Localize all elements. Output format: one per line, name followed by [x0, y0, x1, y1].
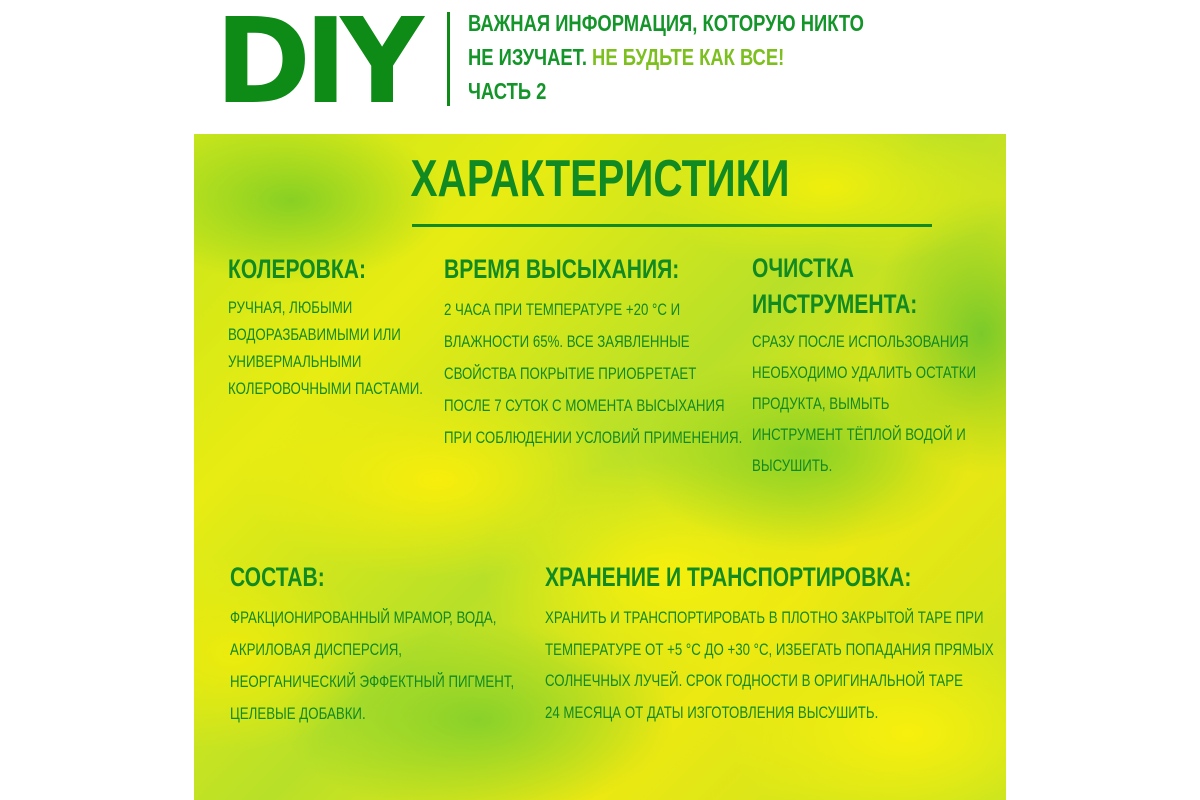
tool-cleaning-heading: ОЧИСТКА [752, 253, 854, 283]
composition-line: АКРИЛОВАЯ ДИСПЕРСИЯ, [230, 640, 403, 659]
tinting-line: ВОДОРАЗБАВИМЫМИ ИЛИ [228, 325, 401, 344]
composition-line: НЕОРГАНИЧЕСКИЙ ЭФФЕКТНЫЙ ПИГМЕНТ, [230, 672, 515, 691]
tinting-line: УНИВЕРМАЛЬНЫМИ [228, 352, 362, 371]
tool-cleaning-line: НЕОБХОДИМО УДАЛИТЬ ОСТАТКИ [752, 363, 977, 382]
tagline-line-2 [468, 40, 900, 74]
tinting-line: РУЧНАЯ, ЛЮБЫМИ [228, 298, 353, 317]
composition-heading: СОСТАВ: [230, 562, 325, 592]
header-tagline [468, 6, 1008, 108]
tagline-line-2-part-1: НЕ ИЗУЧАЕТ. [468, 44, 587, 70]
header-divider [447, 12, 450, 106]
storage-line: ХРАНИТЬ И ТРАНСПОРТИРОВАТЬ В ПЛОТНО ЗАКРЫТОЙ ТАРЕ ПРИ [545, 608, 984, 627]
composition-line: ФРАКЦИОНИРОВАННЫЙ МРАМОР, ВОДА, [230, 608, 497, 627]
drying-time-line: ПРИ СОБЛЮДЕНИИ УСЛОВИЙ ПРИМЕНЕНИЯ. [444, 428, 743, 447]
tagline-part-number: ЧАСТЬ 2 [468, 78, 547, 104]
tool-cleaning-line: ВЫСУШИТЬ. [752, 456, 833, 475]
composition-section [230, 558, 594, 730]
tool-cleaning-line: ИНСТРУМЕНТ ТЁПЛОЙ ВОДОЙ И [752, 425, 966, 444]
storage-heading: ХРАНЕНИЕ И ТРАНСПОРТИРОВКА: [545, 562, 912, 592]
tool-cleaning-heading: ИНСТРУМЕНТА: [752, 289, 918, 319]
characteristics-panel [194, 134, 1006, 800]
tool-cleaning-line: ПРОДУКТА, ВЫМЫТЬ [752, 394, 890, 413]
storage-line: ТЕМПЕРАТУРЕ ОТ +5 °С ДО +30 °С, ИЗБЕГАТЬ ПОПАДАНИЯ ПРЯМЫХ [545, 639, 994, 659]
drying-time-line: 2 ЧАСА ПРИ ТЕМПЕРАТУРЕ +20 °С И [444, 300, 681, 319]
tinting-section [228, 250, 478, 402]
tagline-line-1: ВАЖНАЯ ИНФОРМАЦИЯ, КОТОРУЮ НИКТО [468, 10, 864, 36]
drying-time-heading: ВРЕМЯ ВЫСЫХАНИЯ: [444, 254, 680, 284]
panel-title: ХАРАКТЕРИСТИКИ [410, 150, 790, 208]
drying-time-line: ПОСЛЕ 7 СУТОК С МОМЕНТА ВЫСЫХАНИЯ [444, 396, 725, 415]
storage-line: СОЛНЕЧНЫХ ЛУЧЕЙ. СРОК ГОДНОСТИ В ОРИГИНАЛЬНОЙ ТАРЕ [545, 671, 963, 690]
composition-line: ЦЕЛЕВЫЕ ДОБАВКИ. [230, 704, 366, 723]
tagline-line-2-accent: НЕ БУДЬТЕ КАК ВСЕ! [592, 44, 785, 70]
tool-cleaning-line: СРАЗУ ПОСЛЕ ИСПОЛЬЗОВАНИЯ [752, 332, 969, 351]
diy-logo: DIY [215, 0, 418, 130]
drying-time-line: ВЛАЖНОСТИ 65%. ВСЕ ЗАЯВЛЕННЫЕ [444, 332, 690, 351]
tool-cleaning-section [752, 250, 1006, 481]
storage-line: 24 МЕСЯЦА ОТ ДАТЫ ИЗГОТОВЛЕНИЯ ВЫСУШИТЬ. [545, 702, 879, 722]
tinting-heading: КОЛЕРОВКА: [228, 254, 366, 284]
title-divider [412, 224, 932, 227]
tinting-line: КОЛЕРОВОЧНЫМИ ПАСТАМИ. [228, 379, 423, 398]
drying-time-line: СВОЙСТВА ПОКРЫТИЕ ПРИОБРЕТАЕТ [444, 364, 697, 383]
storage-section [545, 558, 1006, 728]
